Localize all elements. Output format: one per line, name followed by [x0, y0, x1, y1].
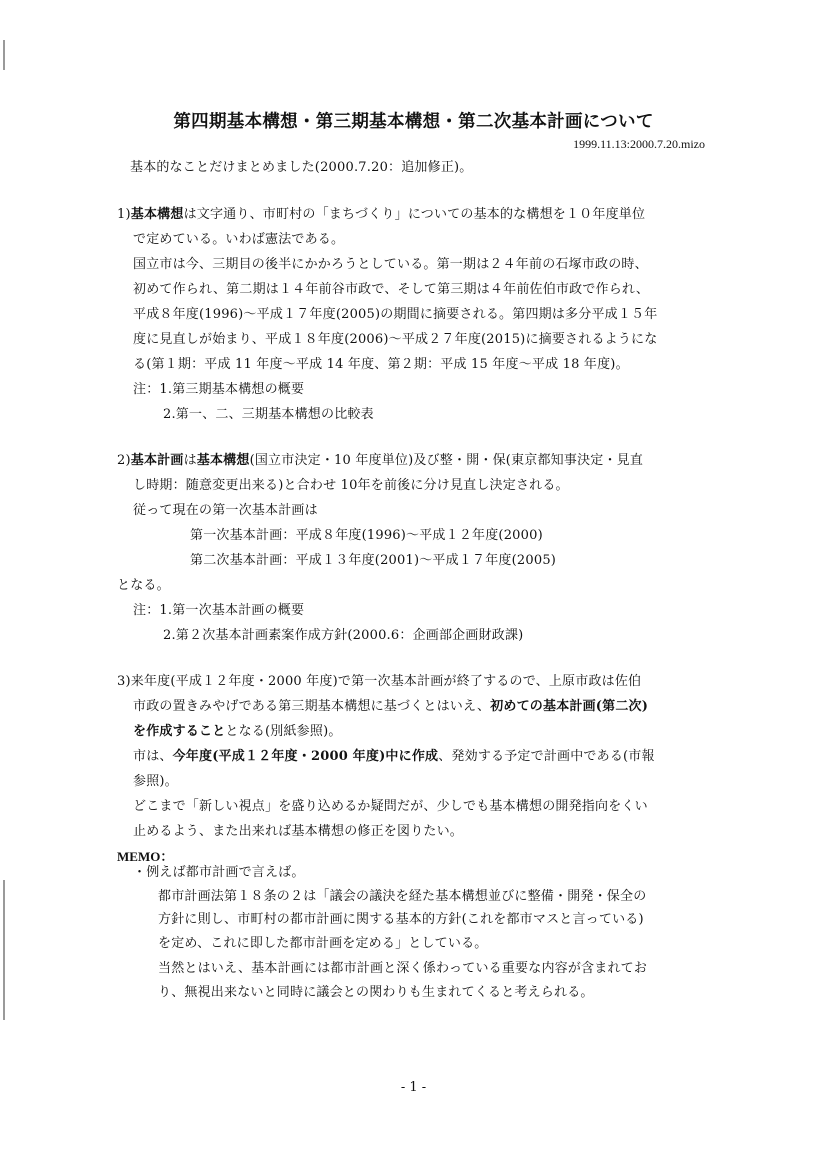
intro-text: 基本的なことだけまとめました(2000.7.20：追加修正)。 — [130, 160, 473, 175]
plan-period-line: 第二次基本計画：平成１３年度(2001)～平成１７年度(2005) — [190, 553, 557, 568]
section2-line: し時期：随意変更出来る)と合わせ 10年を前後に分け見直し決定される。 — [133, 478, 569, 493]
section2-text: (国立市決定・10 年度単位)及び整・開・保(東京都知事決定・見直 — [249, 453, 644, 468]
section3-line: 止めるよう、また出来れば基本構想の修正を図りたい。 — [133, 824, 464, 839]
memo-bullet: ・例えば都市計画で言えば。 — [133, 865, 305, 880]
scan-edge-mark — [3, 40, 5, 70]
section1-line: 国立市は今、三期目の後半にかかろうとしている。第一期は２４年前の石塚市政の時、 — [133, 257, 648, 272]
section1-line: 平成８年度(1996)～平成１７年度(2005)の期間に摘要される。第四期は多分平成１５年 — [133, 307, 658, 322]
section2-text: は — [183, 453, 197, 468]
section3-text: 市政の置きみやげである第三期基本構想に基づくとはいえ、 — [133, 699, 491, 714]
memo-line: を定め、これに即した都市計画を定める」としている。 — [158, 936, 488, 951]
section3-text: 、発効する予定で計画中である(市報 — [438, 749, 655, 764]
section2-note: 2.第２次基本計画素案作成方針(2000.6：企画部企画財政課) — [163, 628, 524, 643]
section1-keyword: 基本構想 — [130, 207, 184, 222]
section2-line: 従って現在の第一次基本計画は — [133, 503, 318, 518]
memo-line: 当然とはいえ、基本計画には都市計画と深く係わっている重要な内容が含まれてお — [158, 961, 648, 976]
section2-line — [117, 453, 643, 469]
section1-text: は文字通り、市町村の「まちづくり」についての基本的な構想を１０年度単位 — [183, 207, 646, 222]
section2-line: となる。 — [117, 578, 170, 593]
section2-number: 2) — [117, 453, 131, 468]
section2-keyword: 基本構想 — [196, 453, 250, 468]
section3-line: どこまで「新しい視点」を盛り込めるか疑問だが、少しでも基本構想の開発指向をくい — [133, 799, 648, 814]
section1-line: 度に見直しが始まり、平成１８年度(2006)～平成２７年度(2015)に摘要されるようにな — [133, 332, 658, 347]
section3-text: となる(別紙参照)。 — [225, 724, 342, 739]
memo-line: り、無視出来ないと同時に議会との関わりも生まれてくると考えられる。 — [158, 985, 594, 1000]
section1-line — [117, 207, 645, 223]
section1-line: る(第１期：平成 11 年度～平成 14 年度、第２期：平成 15 年度～平成 18 年度)。 — [133, 357, 629, 372]
section1-line: で定めている。いわば憲法である。 — [133, 232, 345, 247]
document-title: 第四期基本構想・第三期基本構想・第二次基本計画について — [173, 112, 654, 132]
scan-edge-mark — [3, 880, 5, 1020]
section1-line: 初めて作られ、第二期は１４年前谷市政で、そして第三期は４年前佐伯市政で作られ、 — [133, 282, 650, 297]
section3-emphasis: 今年度(平成１２年度・2000 年度)中に作成 — [172, 749, 439, 764]
section1-note: 2.第一、二、三期基本構想の比較表 — [163, 407, 374, 422]
section2-note: 注：1.第一次基本計画の概要 — [133, 603, 305, 618]
section3-emphasis: を作成すること — [133, 724, 226, 739]
section3-line: 3)来年度(平成１２年度・2000 年度)で第一次基本計画が終了するので、上原市政は佐伯 — [117, 674, 642, 689]
section3-line — [133, 749, 655, 765]
date-line: 1999.11.13:2000.7.20.mizo — [573, 137, 705, 151]
section1-note: 注：1.第三期基本構想の概要 — [133, 382, 305, 397]
page-number: - 1 - — [400, 1080, 427, 1095]
section1-number: 1) — [117, 207, 131, 222]
memo-line: 方針に則し、市町村の都市計画に関する基本的方針(これを都市マスと言っている) — [158, 912, 644, 927]
section2-keyword: 基本計画 — [130, 453, 184, 468]
section3-text: 市は、 — [133, 749, 173, 764]
section3-emphasis: 初めての基本計画(第二次) — [490, 699, 649, 714]
memo-heading: MEMO： — [117, 849, 174, 864]
section3-line: 参照)。 — [133, 774, 178, 789]
memo-line: 都市計画法第１８条の２は「議会の議決を経た基本構想並びに整備・開発・保全の — [158, 889, 647, 904]
plan-period-line: 第一次基本計画：平成８年度(1996)～平成１２年度(2000) — [190, 528, 543, 543]
section3-line — [133, 699, 648, 715]
section3-line — [133, 724, 342, 740]
